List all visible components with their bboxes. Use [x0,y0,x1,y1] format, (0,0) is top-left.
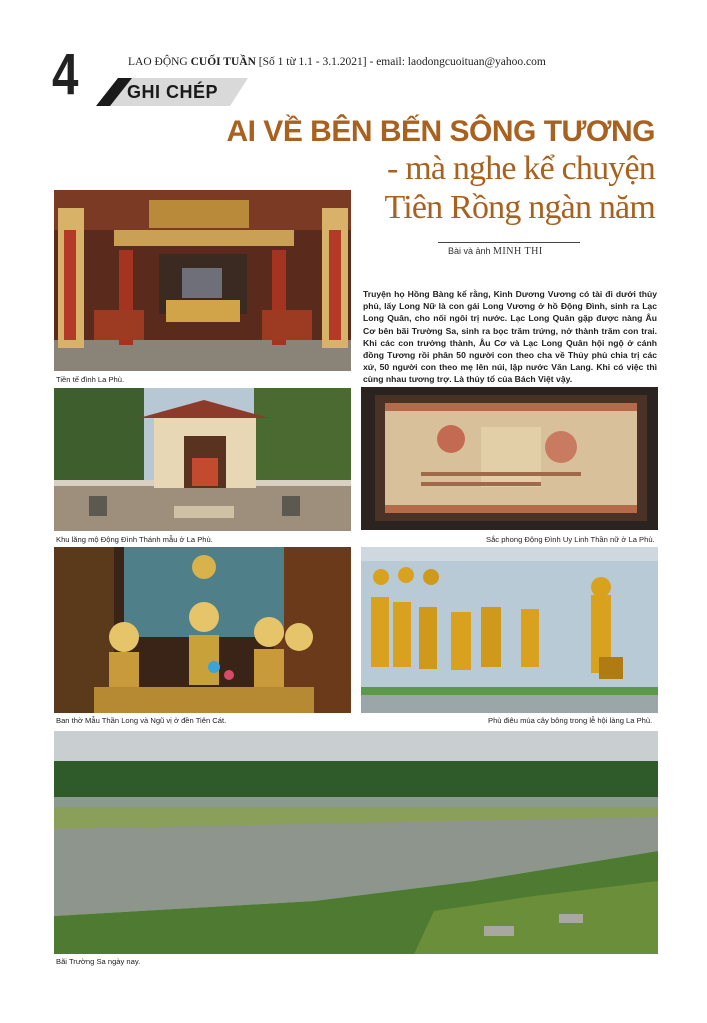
relief-caption: Phù điêu múa cây bông trong lễ hội làng La Phù. [488,716,653,725]
publication-name: CUỐI TUẦN [190,56,256,68]
byline-divider [438,242,580,243]
relief-photo [361,547,658,713]
masthead [128,56,546,68]
river-caption: Bãi Trường Sa ngày nay. [56,957,141,966]
section-label: GHI CHÉP [127,82,219,102]
headline-line-1: AI VỀ BÊN BẾN SÔNG TƯƠNG [226,115,655,148]
issue-info: [Số 1 từ 1.1 - 3.1.2021] [255,56,370,68]
altar-caption: Ban thờ Mẫu Thần Long và Ngũ vị ở đền Tiên Cát. [56,716,227,725]
headline-line-3: Tiên Rồng ngàn năm [384,189,655,226]
altar-photo [54,547,351,713]
tomb-caption: Khu lăng mộ Động Đình Thánh mẫu ở La Phù. [56,535,213,544]
river-photo [54,731,658,954]
headline-line-2: - mà nghe kể chuyện [386,150,655,187]
decree-photo [361,387,658,530]
tomb-photo [54,388,351,531]
temple-caption: Tiền tế đình La Phù. [56,375,125,384]
publication-prefix: LAO ĐỘNG [128,56,191,68]
masthead-separator: - [369,56,374,68]
page-number: 4 [52,42,79,107]
byline-prefix: Bài và ảnh [448,246,494,256]
decree-caption: Sắc phong Động Đình Uy Linh Thần nữ ở La Phù. [486,535,655,544]
author-name: MINH THI [493,246,543,257]
byline [448,246,543,257]
temple-photo [54,190,351,371]
article-lede: Truyện họ Hồng Bàng kể rằng, Kinh Dương Vương có tài đi dưới thủy phủ, lấy Long Nữ là con gái Long Vương ở hồ Động Đình, sinh ra Lạc Long Quân, cho nối ngôi trị nước. Lạc Long Quân gặp được nàng Âu Cơ bên bãi Trường Sa, sinh ra bọc trăm trứng, nở thành trăm con trai. Khi các con trưởng thành, Âu Cơ và Lạc Long Quân hội ngộ ở cánh đồng Tương rồi phân 50 người con theo cha về Thủy phủ chia trị các xứ, 50 người con theo mẹ lên núi, lập nước Văn Lang. Khi có việc thì cùng nhau tương trợ. Là thủy tổ của Bách Việt vậy. [363,289,657,385]
contact-email: email: laodongcuoituan@yahoo.com [373,56,546,68]
